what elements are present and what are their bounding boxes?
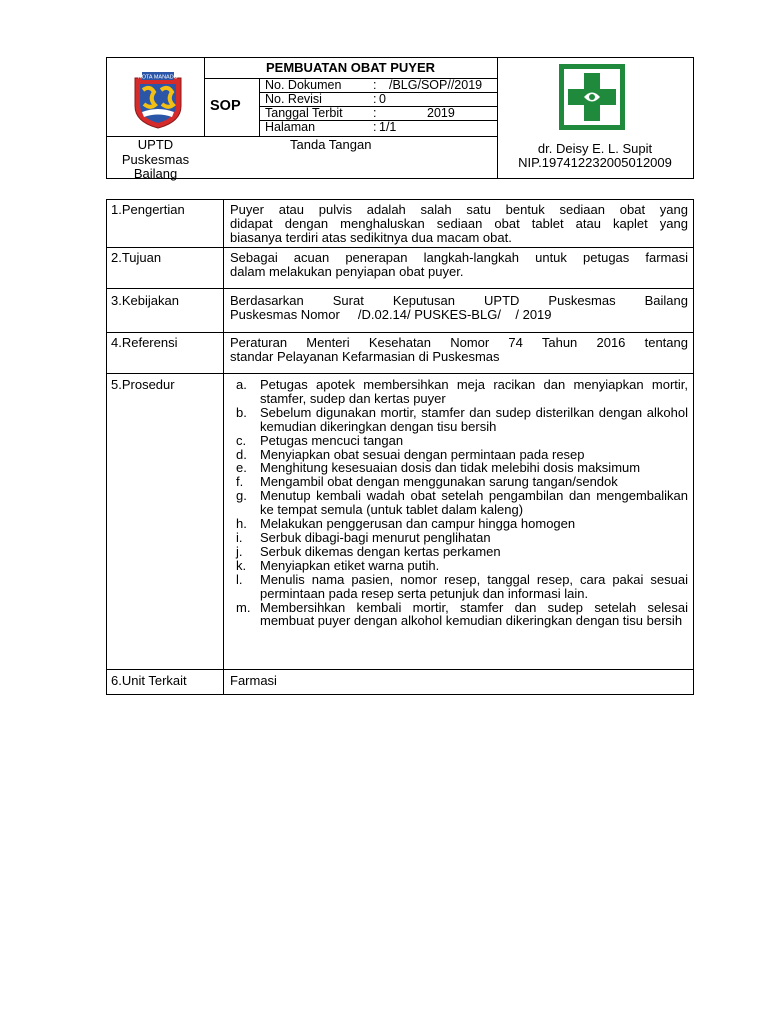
row-divider	[107, 373, 693, 374]
field-value-no-revisi: 0	[379, 92, 386, 106]
text-line: biasanya terdiri atas sedikitnya dua macam obat.	[230, 229, 512, 245]
section-label-kebijakan: 3.Kebijakan	[111, 293, 179, 308]
field-label-no-dokumen: No. Dokumen	[265, 78, 342, 92]
step-marker: a.	[236, 377, 247, 392]
procedure-step	[230, 559, 688, 573]
column-divider	[223, 200, 224, 694]
section-text-prosedur	[230, 378, 688, 628]
step-marker: h.	[236, 516, 247, 532]
row-divider	[107, 669, 693, 670]
text-line: Puskesmas Nomor /D.02.14/ PUSKES-BLG/ / 2019	[230, 306, 552, 322]
field-sep: :	[373, 120, 377, 134]
procedure-step	[230, 601, 688, 629]
step-text: Mengambil obat dengan menggunakan sarung tangan/sendok	[260, 474, 618, 490]
step-text: Menyiapkan etiket warna putih.	[260, 557, 440, 573]
field-sep: :	[373, 78, 377, 92]
step-text: Menghitung kesesuaian dosis dan tidak melebihi dosis maksimum	[260, 460, 641, 476]
text-line: dalam melakukan penyiapan obat puyer.	[230, 263, 464, 279]
step-text: Serbuk dibagi-bagi menurut penglihatan	[260, 529, 491, 545]
sop-content-table	[106, 199, 694, 695]
sop-header-table	[106, 57, 694, 179]
org-line: UPTD	[137, 137, 174, 152]
section-text-pengertian	[230, 203, 688, 245]
field-sep: :	[373, 92, 377, 106]
step-marker: d.	[236, 446, 247, 462]
row-divider	[107, 247, 693, 248]
procedure-step	[230, 545, 688, 559]
section-text-unit-terkait: Farmasi	[230, 673, 277, 688]
step-marker: g.	[236, 488, 247, 504]
section-text-kebijakan	[230, 294, 688, 322]
section-label-prosedur: 5.Prosedur	[111, 377, 175, 392]
signature-label: Tanda Tangan	[290, 137, 372, 152]
divider	[259, 78, 260, 136]
text-line: Sebagai acuan penerapan langkah-langkah untuk petugas farmasi	[230, 250, 688, 265]
signer-nip: NIP.197412232005012009	[518, 155, 672, 170]
step-marker: j.	[236, 543, 243, 559]
text-line: Peraturan Menteri Kesehatan Nomor 74 Tahun 2016 tentang	[230, 335, 688, 350]
kota-manado-logo	[127, 68, 189, 130]
logo-banner-text: KOTA MANADO	[138, 74, 178, 81]
field-label-halaman: Halaman	[265, 120, 316, 134]
signer-name: dr. Deisy E. L. Supit	[537, 141, 653, 156]
step-marker: k.	[236, 557, 247, 573]
field-label-no-revisi: No. Revisi	[265, 92, 322, 106]
step-text: Menutup kembali wadah obat setelah pengambilan dan mengembalikan ke tempat semula (untuk tablet dalam kaleng)	[260, 488, 688, 518]
org-line: Bailang	[133, 166, 178, 181]
row-divider	[107, 332, 693, 333]
field-label-tanggal-terbit: Tanggal Terbit	[265, 106, 343, 120]
section-label-referensi: 4.Referensi	[111, 335, 178, 350]
step-text: Melakukan penggerusan dan campur hingga homogen	[260, 516, 576, 532]
step-marker: i.	[236, 529, 243, 545]
step-text: Serbuk dikemas dengan kertas perkamen	[260, 543, 501, 559]
field-value-no-dokumen: /BLG/SOP//2019	[389, 78, 483, 92]
document-title: PEMBUATAN OBAT PUYER	[266, 60, 435, 75]
step-text: Petugas mencuci tangan	[260, 432, 404, 448]
field-value-tanggal-terbit: 2019	[427, 106, 455, 120]
text-line: standar Pelayanan Kefarmasian di Puskesmas	[230, 348, 500, 364]
procedure-step	[230, 378, 688, 406]
step-marker: m.	[236, 599, 251, 615]
procedure-step	[230, 517, 688, 531]
sop-label: SOP	[210, 98, 241, 114]
step-text: Menyiapkan obat sesuai dengan permintaan pada resep	[260, 446, 585, 462]
text-line: Berdasarkan Surat Keputusan UPTD Puskesmas Bailang	[230, 293, 688, 308]
step-marker: f.	[236, 474, 244, 490]
procedure-step	[230, 531, 688, 545]
step-marker: l.	[236, 571, 243, 587]
text-line: Puyer atau pulvis adalah salah satu bentuk sediaan obat yang	[230, 202, 688, 217]
step-marker: e.	[236, 460, 247, 476]
step-text: Menulis nama pasien, nomor resep, tanggal resep, cara pakai sesuai permintaan pada resep serta petunjuk dan informasi lain.	[260, 571, 688, 601]
step-marker: c.	[236, 432, 247, 448]
procedure-list	[230, 378, 688, 628]
row-divider	[107, 288, 693, 289]
procedure-step	[230, 489, 688, 517]
field-value-halaman: 1/1	[379, 120, 397, 134]
puskesmas-logo	[559, 64, 625, 130]
text-line: didapat dengan menghaluskan sediaan obat tablet atau kaplet yang	[230, 215, 688, 231]
procedure-step	[230, 448, 688, 462]
procedure-step	[230, 573, 688, 601]
procedure-step	[230, 434, 688, 448]
step-text: Sebelum digunakan mortir, stamfer dan sudep disterilkan dengan alkohol kemudian dikeringkan dengan tisu bersih	[260, 404, 688, 434]
section-label-tujuan: 2.Tujuan	[111, 250, 162, 265]
step-text: Petugas apotek membersihkan meja racikan dan menyiapkan mortir, stamfer, sudep dan kertas puyer	[260, 377, 688, 406]
section-text-referensi	[230, 336, 688, 364]
field-sep: :	[373, 106, 377, 120]
procedure-step	[230, 475, 688, 489]
section-label-pengertian: 1.Pengertian	[111, 202, 185, 217]
section-text-tujuan	[230, 251, 688, 279]
org-line: Puskesmas	[121, 151, 190, 167]
step-marker: b.	[236, 404, 247, 420]
step-text: Membersihkan kembali mortir, stamfer dan sudep setelah selesai membuat puyer dengan alkohol kemudian dikeringkan dengan tisu bersih	[260, 599, 688, 629]
section-label-unit-terkait: 6.Unit Terkait	[111, 673, 187, 688]
procedure-step	[230, 461, 688, 475]
org-name	[107, 138, 204, 182]
procedure-step	[230, 406, 688, 434]
